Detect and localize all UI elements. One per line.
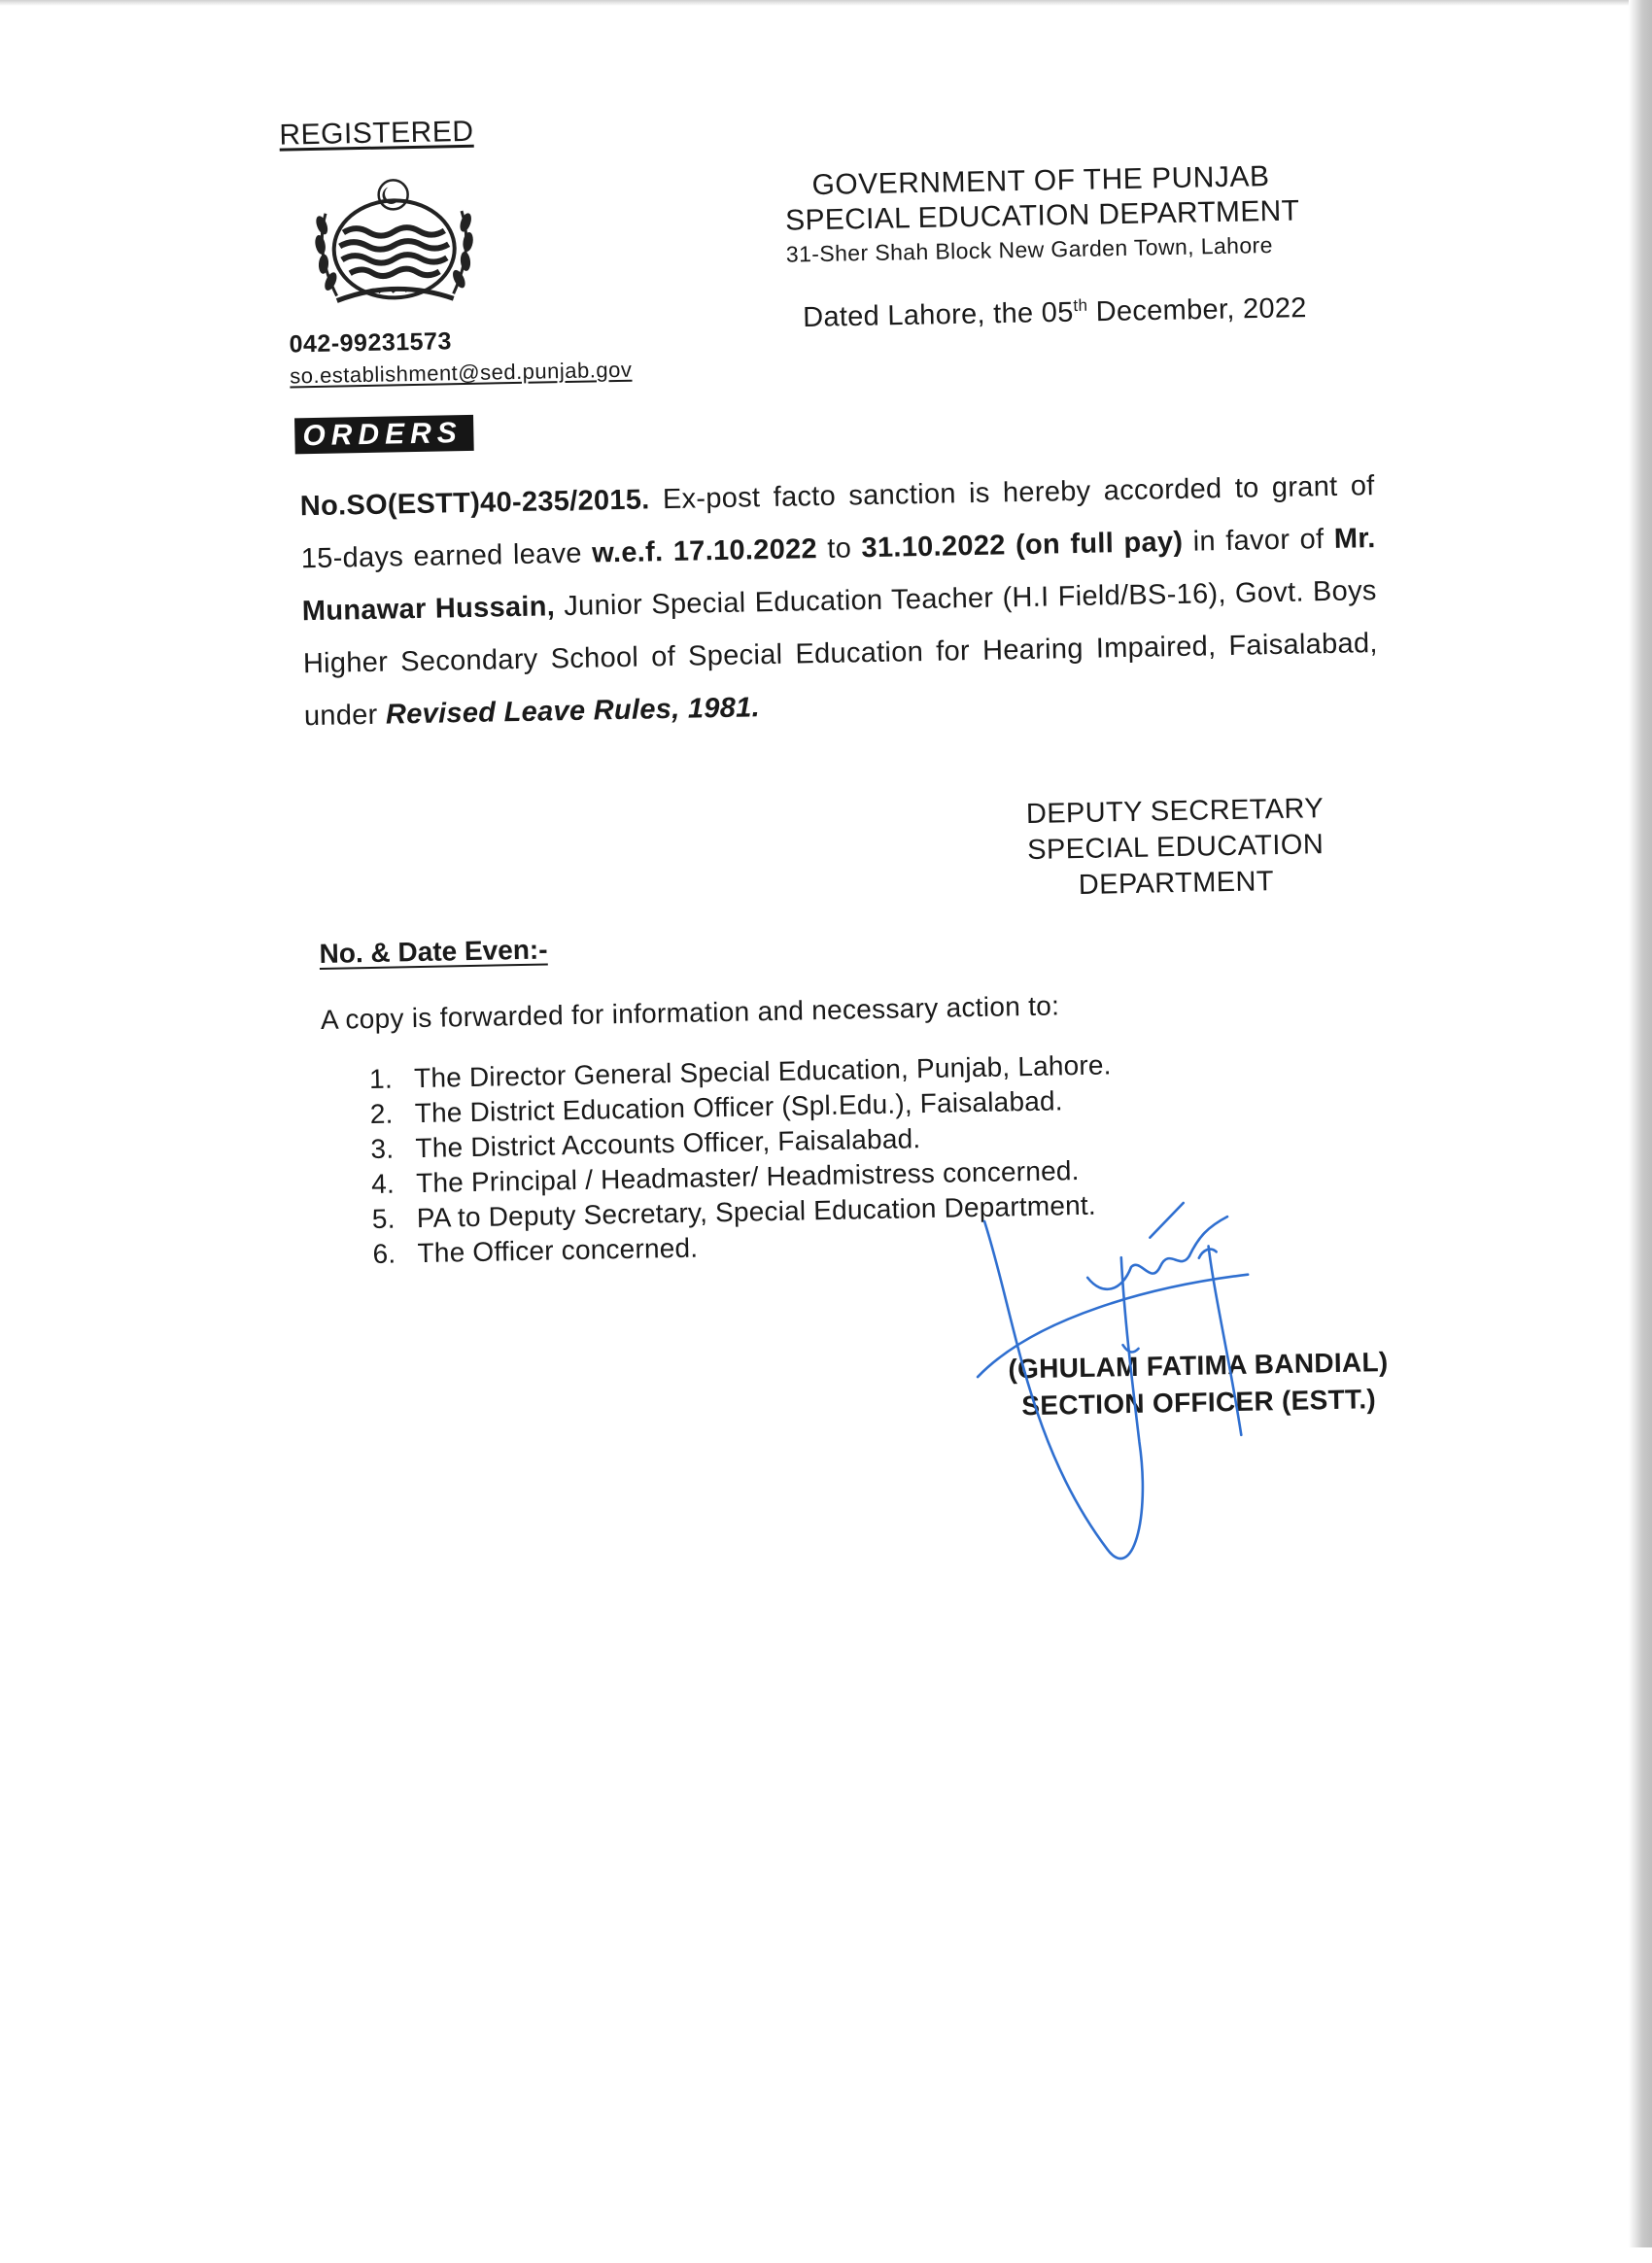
department-address: 31-Sher Shah Block New Garden Town, Lahore (785, 232, 1273, 267)
list-item: 5. PA to Deputy Secretary, Special Education Department. (371, 1189, 1097, 1234)
letter-date: Dated Lahore, the 05th December, 2022 (802, 292, 1307, 333)
list-item: 3. The District Accounts Officer, Faisalabad. (370, 1123, 921, 1165)
copy-forward-intro: A copy is forwarded for information and necessary action to: (320, 990, 1060, 1035)
signatory-title: SECTION OFFICER (ESTT.) (1021, 1384, 1377, 1422)
government-heading: GOVERNMENT OF THE PUNJAB (811, 160, 1270, 202)
handwritten-signature-icon (955, 1195, 1352, 1592)
list-item: 1. The Director General Special Education, Punjab, Lahore. (368, 1049, 1112, 1095)
email-address: so.establishment@sed.punjab.gov (289, 357, 633, 389)
order-paragraph: No.SO(ESTT)40-235/2015. Ex-post facto sanction is hereby accorded to grant of 15-days earned leave w.e.f. 17.10.2022 to 31.10.2022 (on full pay) in favor of Mr. Munawar Hussain, Junior Special Education Teacher (H.I Field/BS-16), Govt. Boys Higher Secondary School of Special Education for Hearing Impaired, Faisalabad, under Revised Leave Rules, 1981. (299, 470, 1379, 733)
no-date-even-heading: No. & Date Even:- (319, 934, 548, 969)
to-date: 31.10.2022 (on full pay) (861, 526, 1184, 565)
punjab-emblem-icon (295, 161, 493, 321)
department-heading: SPECIAL EDUCATION DEPARTMENT (784, 194, 1300, 237)
phone-number: 042-99231573 (289, 327, 453, 359)
deputy-secretary-block: DEPUTY SECRETARY SPECIAL EDUCATION DEPARTMENT (1025, 793, 1325, 901)
list-item: 2. The District Education Officer (Spl.Edu.), Faisalabad. (369, 1085, 1063, 1130)
registered-label: REGISTERED (279, 115, 474, 152)
order-number: No.SO(ESTT)40-235/2015. (299, 484, 650, 523)
list-item: 6. The Officer concerned. (372, 1232, 699, 1269)
leave-rules: Revised Leave Rules, 1981. (385, 692, 761, 731)
list-item: 4. The Principal / Headmaster/ Headmistress concerned. (370, 1155, 1080, 1199)
wef-date: w.e.f. 17.10.2022 (591, 533, 818, 569)
orders-label: ORDERS (294, 415, 474, 455)
employee-name: Mr. Munawar Hussain, (301, 523, 1376, 628)
signatory-name: (GHULAM FATIMA BANDIAL) (1008, 1346, 1389, 1385)
